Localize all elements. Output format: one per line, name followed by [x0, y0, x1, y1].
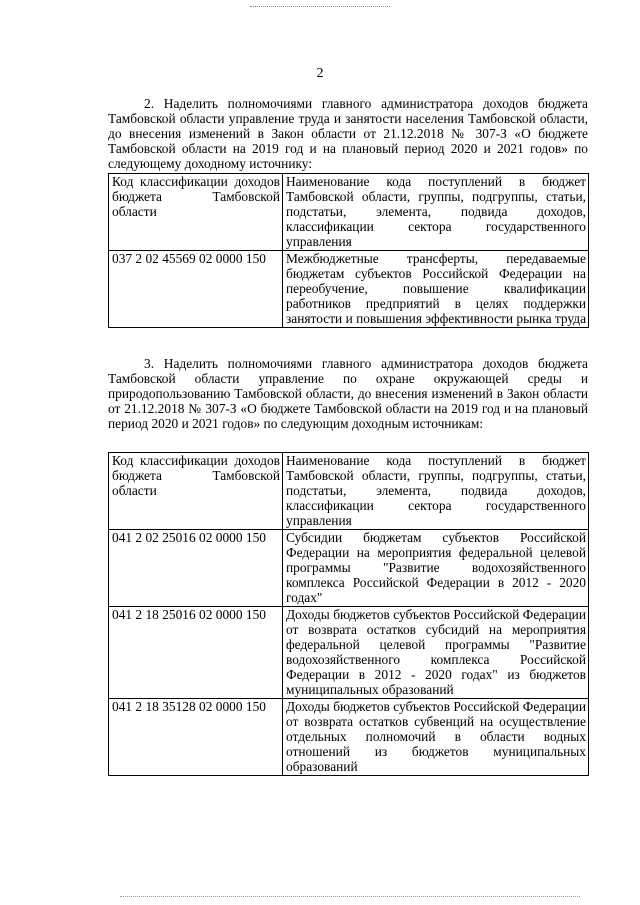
table-row [109, 251, 589, 328]
table-row [109, 530, 589, 607]
header-name-cell: Наименование кода поступлений в бюджет Тамбовской области, группы, подгруппы, статьи, подстатьи, элемента, подвида доходов, классификации сектора государственного управления [283, 174, 589, 251]
table-header-row [109, 453, 589, 530]
header-code-cell: Код классификации доходов бюджета Тамбовской области [109, 174, 283, 251]
name-cell: Доходы бюджетов субъектов Российской Федерации от возврата остатков субвенций на осуществление отдельных полномочий в области водных отношений из бюджетов муниципальных образований [283, 699, 589, 776]
name-cell: Межбюджетные трансферты, передаваемые бюджетам субъектов Российской Федерации на переобучение, повышение квалификации работников предприятий в целях поддержки занятости и повышения эффективности рынка труда [283, 251, 589, 328]
header-code-cell: Код классификации доходов бюджета Тамбовской области [109, 453, 283, 530]
code-cell: 041 2 18 25016 02 0000 150 [109, 607, 283, 699]
code-cell: 041 2 18 35128 02 0000 150 [109, 699, 283, 776]
table-row [109, 699, 589, 776]
scan-artifact-bottom [120, 896, 580, 899]
table-header-row [109, 174, 589, 251]
name-cell: Доходы бюджетов субъектов Российской Федерации от возврата остатков субсидий на мероприятия федеральной целевой программы "Развитие водохозяйственного комплекса Российской Федерации в 2012 - 2020 годах" из бюджетов муниципальных образований [283, 607, 589, 699]
code-cell: 041 2 02 25016 02 0000 150 [109, 530, 283, 607]
header-name-cell: Наименование кода поступлений в бюджет Тамбовской области, группы, подгруппы, статьи, подстатьи, элемента, подвида доходов, классификации сектора государственного управления [283, 453, 589, 530]
section-2-table [108, 173, 589, 328]
scan-artifact-top [250, 6, 390, 9]
name-cell: Субсидии бюджетам субъектов Российской Федерации на мероприятия федеральной целевой программы "Развитие водохозяйственного комплекса Российской Федерации в 2012 - 2020 годах" [283, 530, 589, 607]
section-2-paragraph [108, 96, 588, 171]
section-3-table [108, 452, 589, 776]
table-row [109, 607, 589, 699]
section-3-paragraph [108, 356, 588, 431]
section-3-text: 3. Наделить полномочиями главного администратора доходов бюджета Тамбовской области управление по охране окружающей среды и природопользованию Тамбовской области, до внесения изменений в Закон области от 21.12.2018 № 307-З «О бюджете Тамбовской области на 2019 год и на плановый период 2020 и 2021 годов» по следующим доходным источникам: [108, 356, 588, 431]
code-cell: 037 2 02 45569 02 0000 150 [109, 251, 283, 328]
section-2-text: 2. Наделить полномочиями главного администратора доходов бюджета Тамбовской области управление труда и занятости населения Тамбовской области, до внесения изменений в Закон области от 21.12.2018 № 307-З «О бюджете Тамбовской области на 2019 год и на плановый период 2020 и 2021 годов» по следующему доходному источнику: [108, 96, 588, 171]
page-number: 2 [316, 66, 324, 81]
